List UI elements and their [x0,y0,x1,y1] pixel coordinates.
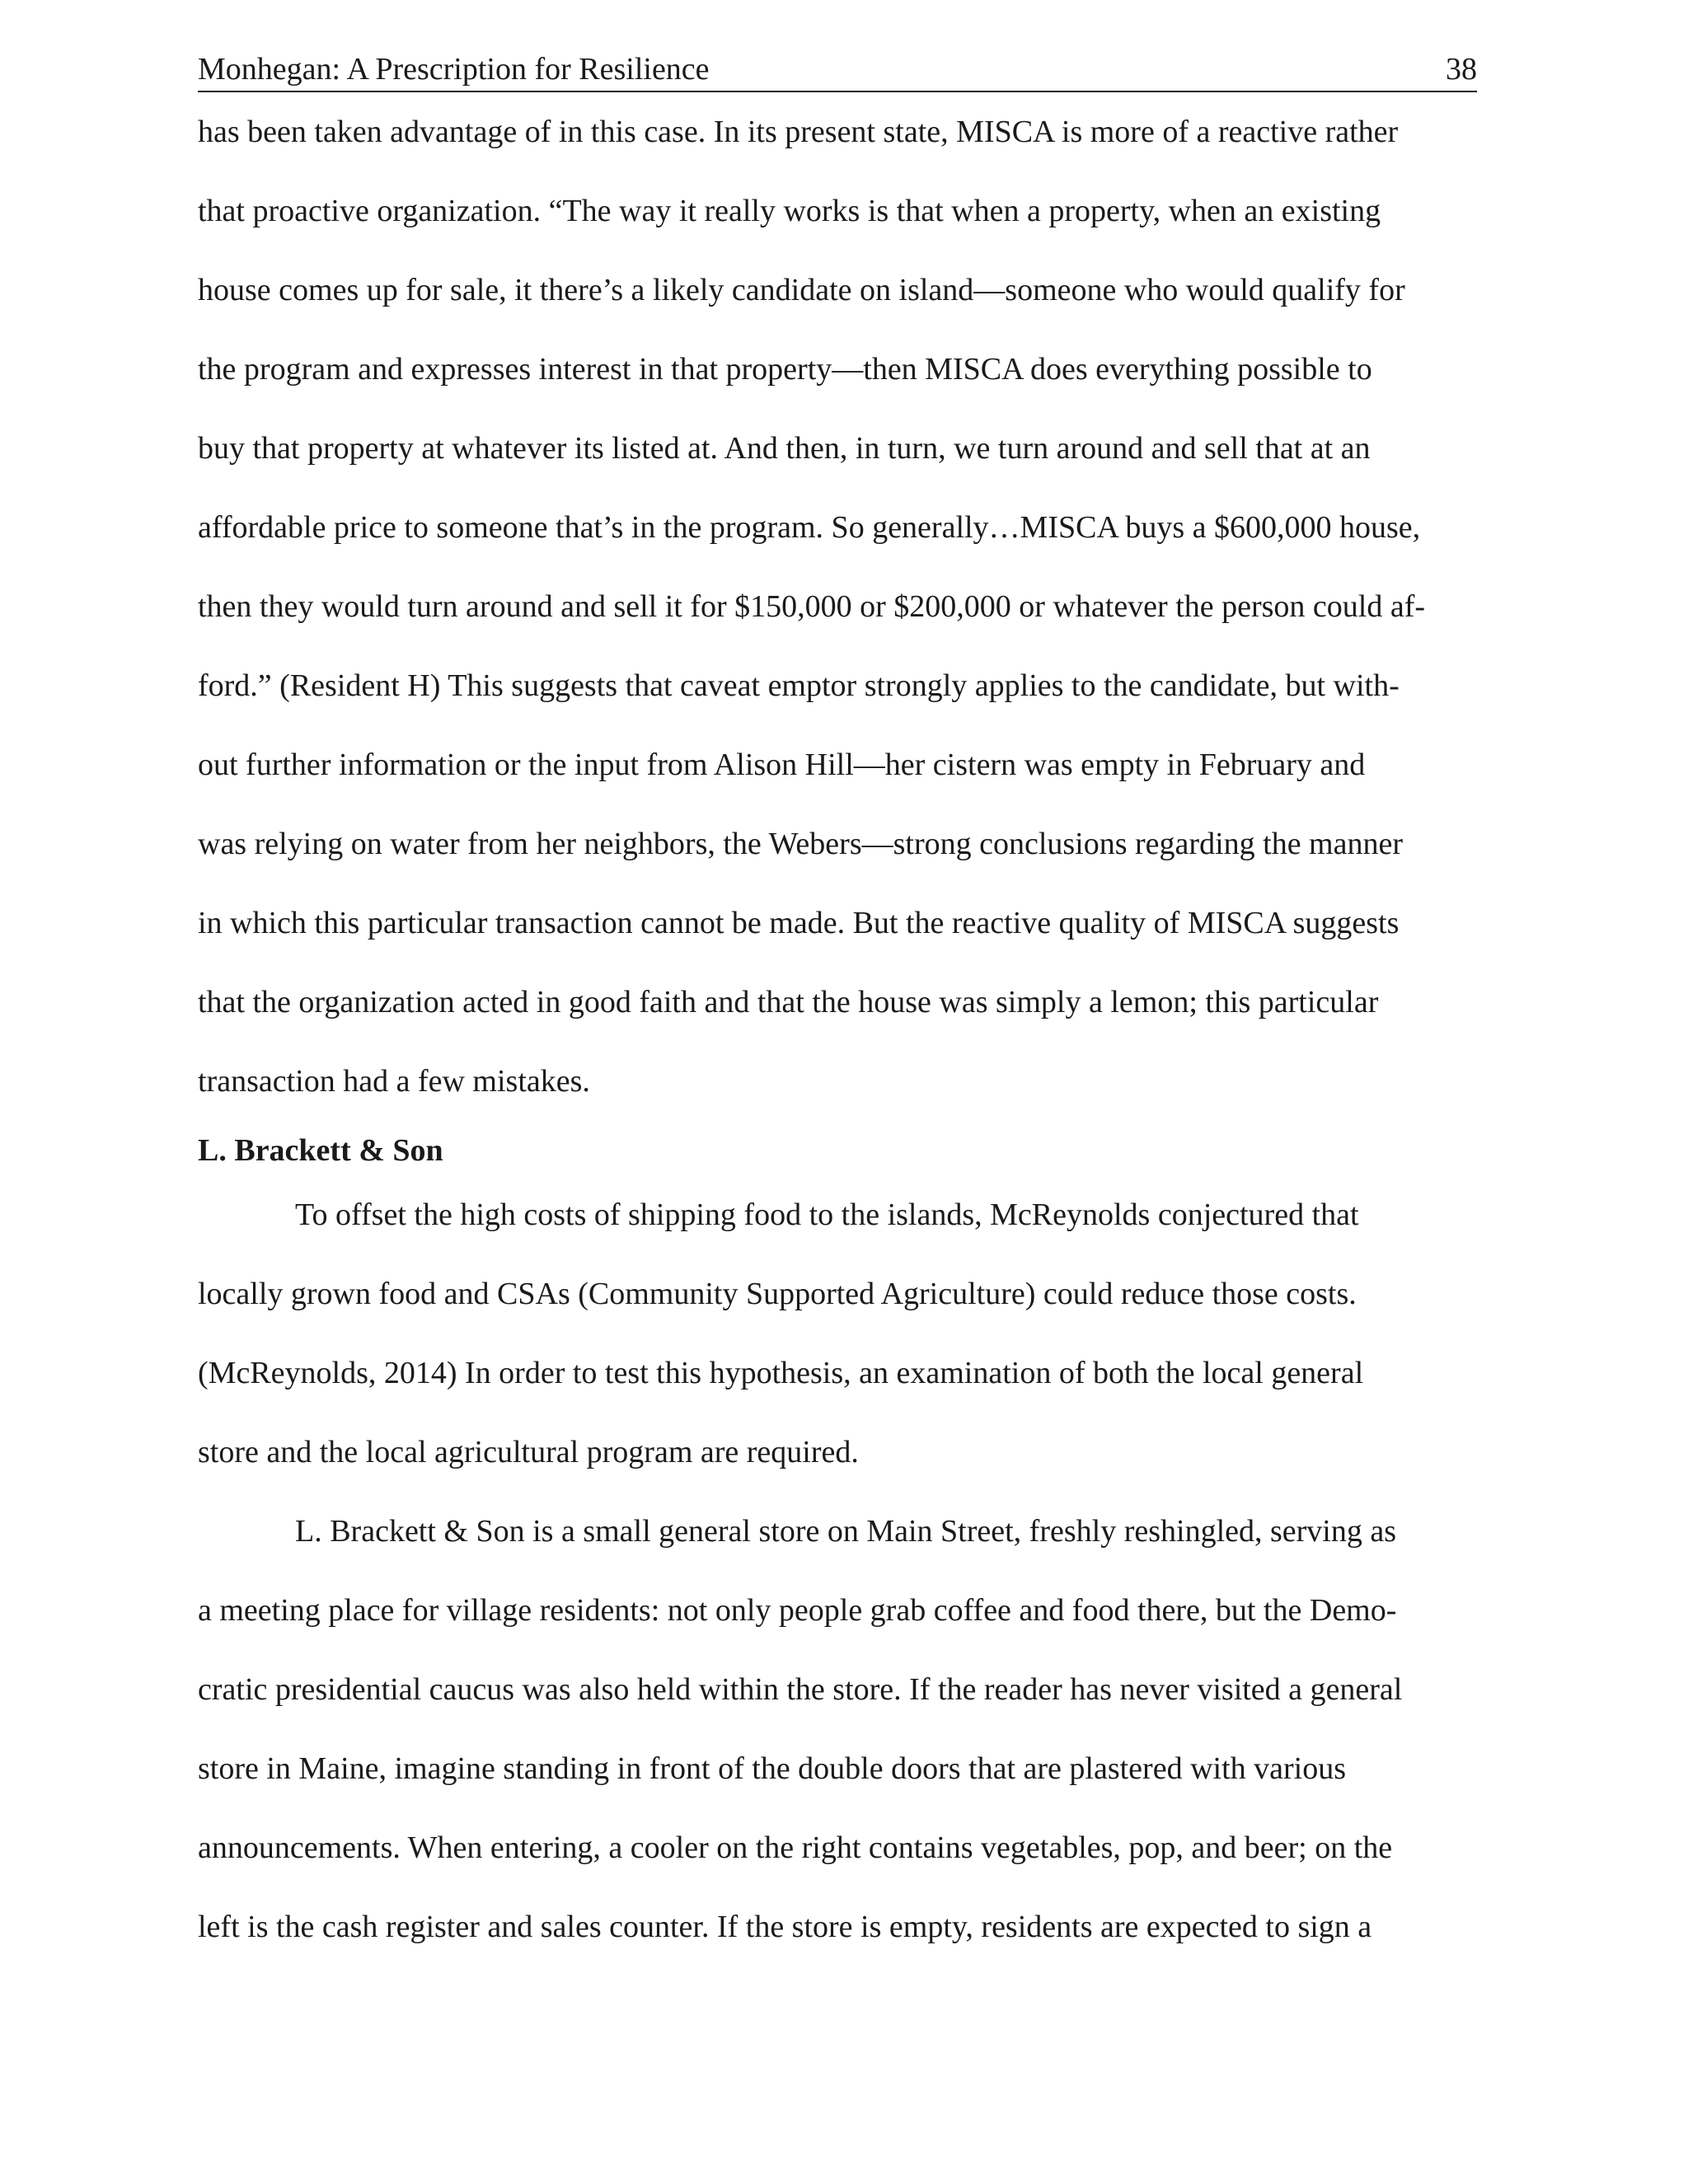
text-line: transaction had a few mistakes. [198,1064,590,1099]
text-line: announcements. When entering, a cooler on the right contains vegetables, pop, and beer; on the [198,1830,1393,1865]
text-line: affordable price to someone that’s in the program. So generally…MISCA buys a $600,000 house, [198,510,1421,545]
text-line: that proactive organization. “The way it really works is that when a property, when an existing [198,194,1381,228]
text-line: has been taken advantage of in this case. In its present state, MISCA is more of a reactive rather [198,115,1399,149]
text-line: buy that property at whatever its listed at. And then, in turn, we turn around and sell that at an [198,431,1371,466]
text-line: To offset the high costs of shipping food to the islands, McReynolds conjectured that [295,1197,1359,1232]
text-line: in which this particular transaction cannot be made. But the reactive quality of MISCA suggests [198,906,1400,940]
text-line: then they would turn around and sell it for $150,000 or $200,000 or whatever the person could af- [198,589,1426,624]
text-line: left is the cash register and sales counter. If the store is empty, residents are expected to sign a [198,1910,1372,1944]
text-line: cratic presidential caucus was also held within the store. If the reader has never visited a general [198,1672,1403,1707]
text-line: a meeting place for village residents: not only people grab coffee and food there, but the Demo- [198,1593,1397,1628]
running-header [198,48,1477,92]
paragraph [198,1175,1477,1492]
text-line: out further information or the input from Alison Hill—her cistern was empty in February and [198,748,1366,782]
text-line: house comes up for sale, it there’s a likely candidate on island—someone who would qualify for [198,273,1405,307]
document-page [198,48,1477,1966]
text-line: store and the local agricultural program are required. [198,1435,859,1469]
text-line: ford.” (Resident H) This suggests that caveat emptor strongly applies to the candidate, but with- [198,668,1400,703]
text-line: was relying on water from her neighbors, the Webers—strong conclusions regarding the manner [198,827,1403,861]
body-text [198,92,1477,1966]
paragraph [198,92,1477,1121]
text-line: store in Maine, imagine standing in front of the double doors that are plastered with various [198,1751,1346,1786]
text-line: the program and expresses interest in that property—then MISCA does everything possible to [198,352,1372,387]
page-number: 38 [1446,52,1477,87]
text-line: locally grown food and CSAs (Community Supported Agriculture) could reduce those costs. [198,1277,1357,1311]
section-heading: L. Brackett & Son [198,1133,443,1168]
paragraph [198,1492,1477,1966]
running-title: Monhegan: A Prescription for Resilience [198,52,710,87]
text-line: (McReynolds, 2014) In order to test this hypothesis, an examination of both the local general [198,1356,1364,1390]
text-line: that the organization acted in good faith and that the house was simply a lemon; this particular [198,985,1379,1019]
text-line: L. Brackett & Son is a small general store on Main Street, freshly reshingled, serving as [295,1514,1397,1549]
